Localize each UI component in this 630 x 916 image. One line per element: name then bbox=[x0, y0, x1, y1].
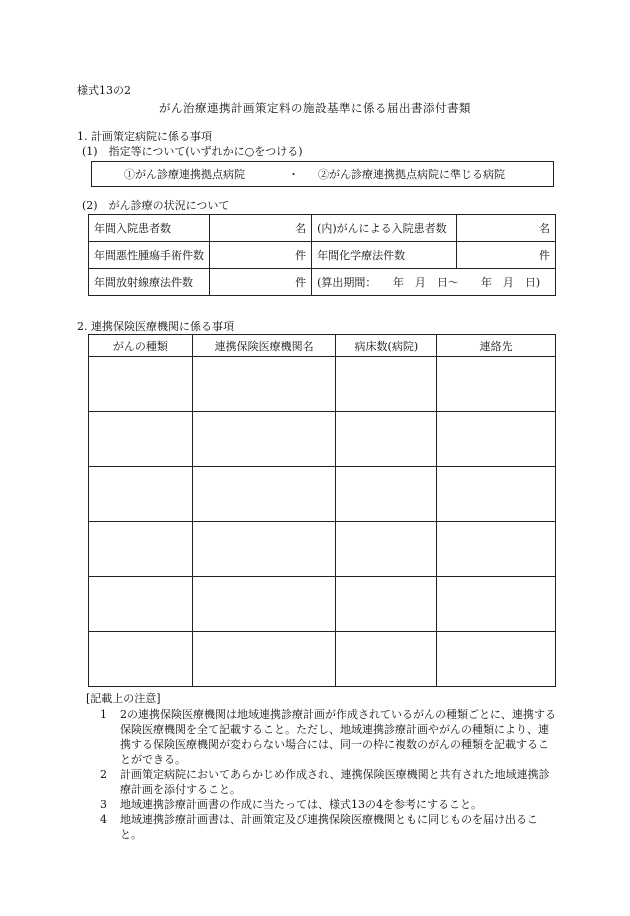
note-text: 計画策定病院においてあらかじめ作成され、連携保険医療機関と共有された地域連携診療計画を添付すること。 bbox=[120, 768, 550, 796]
note-item bbox=[100, 812, 556, 842]
table-cell[interactable] bbox=[336, 522, 437, 577]
designation-options-box bbox=[91, 161, 554, 187]
radiotherapy-count-field[interactable] bbox=[210, 269, 312, 296]
section1-sub2-heading: (2) がん診療の状況について bbox=[82, 199, 230, 212]
unit-text: 件 bbox=[295, 276, 307, 289]
surgery-count-label: 年間悪性腫瘍手術件数 bbox=[89, 242, 210, 269]
table-cell[interactable] bbox=[192, 577, 336, 632]
table-cell[interactable] bbox=[336, 632, 437, 687]
cancer-inpatient-count-label: (内)がんによる入院患者数 bbox=[312, 215, 457, 242]
section2-heading: 2. 連携保険医療機関に係る事項 bbox=[77, 320, 234, 333]
designation-option-2[interactable]: ②がん診療連携拠点病院に準じる病院 bbox=[318, 168, 505, 181]
table-cell[interactable] bbox=[437, 577, 556, 632]
table-cell[interactable] bbox=[89, 522, 193, 577]
table-cell[interactable] bbox=[192, 522, 336, 577]
table-cell[interactable] bbox=[89, 357, 193, 412]
table-row bbox=[89, 632, 556, 687]
column-header-cancer-type: がんの種類 bbox=[89, 335, 193, 357]
notes-heading: [記載上の注意] bbox=[86, 692, 161, 705]
table-cell[interactable] bbox=[192, 467, 336, 522]
table-cell[interactable] bbox=[336, 577, 437, 632]
table-cell[interactable] bbox=[336, 357, 437, 412]
table-cell[interactable] bbox=[437, 632, 556, 687]
unit-text: 件 bbox=[295, 249, 307, 262]
table-row bbox=[89, 269, 556, 296]
unit-text: 件 bbox=[539, 249, 550, 262]
table-header-row bbox=[89, 335, 556, 357]
partner-facility-table bbox=[88, 334, 556, 687]
note-item bbox=[100, 707, 556, 767]
section1-sub1-heading: (1) 指定等について(いずれかに○をつける) bbox=[82, 145, 303, 158]
table-cell[interactable] bbox=[89, 577, 193, 632]
note-number: 3 bbox=[100, 798, 107, 811]
designation-option-1[interactable]: ①がん診療連携拠点病院 bbox=[124, 168, 245, 181]
note-text: 地域連携診療計画書の作成に当たっては、様式13の4を参考にすること。 bbox=[120, 798, 482, 811]
table-cell[interactable] bbox=[192, 412, 336, 467]
column-header-bed-count: 病床数(病院) bbox=[336, 335, 437, 357]
table-cell[interactable] bbox=[192, 632, 336, 687]
note-number: 1 bbox=[100, 708, 107, 721]
inpatient-count-field[interactable] bbox=[210, 215, 312, 242]
form-number: 様式13の2 bbox=[77, 84, 131, 97]
inpatient-count-label-text: 年間入院患者数 bbox=[94, 222, 171, 235]
table-cell[interactable] bbox=[192, 357, 336, 412]
column-header-contact: 連絡先 bbox=[437, 335, 556, 357]
calculation-period-field[interactable]: (算出期間： 年 月 日〜 年 月 日) bbox=[312, 269, 556, 296]
chemotherapy-count-label-text: 年間化学療法件数 bbox=[317, 249, 406, 262]
table-cell[interactable] bbox=[437, 522, 556, 577]
table-row bbox=[89, 215, 556, 242]
table-row bbox=[89, 412, 556, 467]
note-item bbox=[100, 797, 556, 812]
note-text: 2の連携保険医療機関は地域連携診療計画が作成されているがんの種類ごとに、連携する保険医療機関を全て記載すること。ただし、地域連携診療計画やがんの種類により、連携する保険医療機関が変わらない場合には、同一の枠に複数のがんの種類を記載することができる。 bbox=[120, 708, 556, 766]
table-cell[interactable] bbox=[437, 467, 556, 522]
section1-heading: 1. 計画策定病院に係る事項 bbox=[77, 130, 212, 143]
table-row bbox=[89, 357, 556, 412]
column-header-facility-name: 連携保険医療機関名 bbox=[192, 335, 336, 357]
table-cell[interactable] bbox=[89, 632, 193, 687]
table-row bbox=[89, 242, 556, 269]
inpatient-count-label bbox=[89, 215, 210, 242]
designation-separator: ・ bbox=[288, 168, 299, 181]
chemotherapy-count-field[interactable] bbox=[457, 242, 556, 269]
table-row bbox=[89, 522, 556, 577]
unit-text: 名 bbox=[539, 222, 550, 235]
table-cell[interactable] bbox=[437, 412, 556, 467]
note-number: 2 bbox=[100, 768, 107, 781]
note-item bbox=[100, 767, 556, 797]
document-title: がん治療連携計画策定料の施設基準に係る届出書添付書類 bbox=[159, 101, 471, 115]
table-cell[interactable] bbox=[336, 467, 437, 522]
table-cell[interactable] bbox=[336, 412, 437, 467]
chemotherapy-count-label bbox=[312, 242, 457, 269]
cancer-status-table bbox=[88, 214, 556, 296]
notes-list bbox=[100, 707, 556, 842]
table-row bbox=[89, 577, 556, 632]
table-cell[interactable] bbox=[437, 357, 556, 412]
table-cell[interactable] bbox=[89, 467, 193, 522]
surgery-count-field[interactable] bbox=[210, 242, 312, 269]
note-number: 4 bbox=[100, 813, 107, 826]
unit-text: 名 bbox=[295, 222, 307, 235]
radiotherapy-count-label: 年間放射線療法件数 bbox=[89, 269, 210, 296]
cancer-inpatient-count-field[interactable] bbox=[457, 215, 556, 242]
table-row bbox=[89, 467, 556, 522]
table-cell[interactable] bbox=[89, 412, 193, 467]
note-text: 地域連携診療計画書は、計画策定及び連携保険医療機関ともに同じものを届け出ること。 bbox=[120, 813, 538, 841]
